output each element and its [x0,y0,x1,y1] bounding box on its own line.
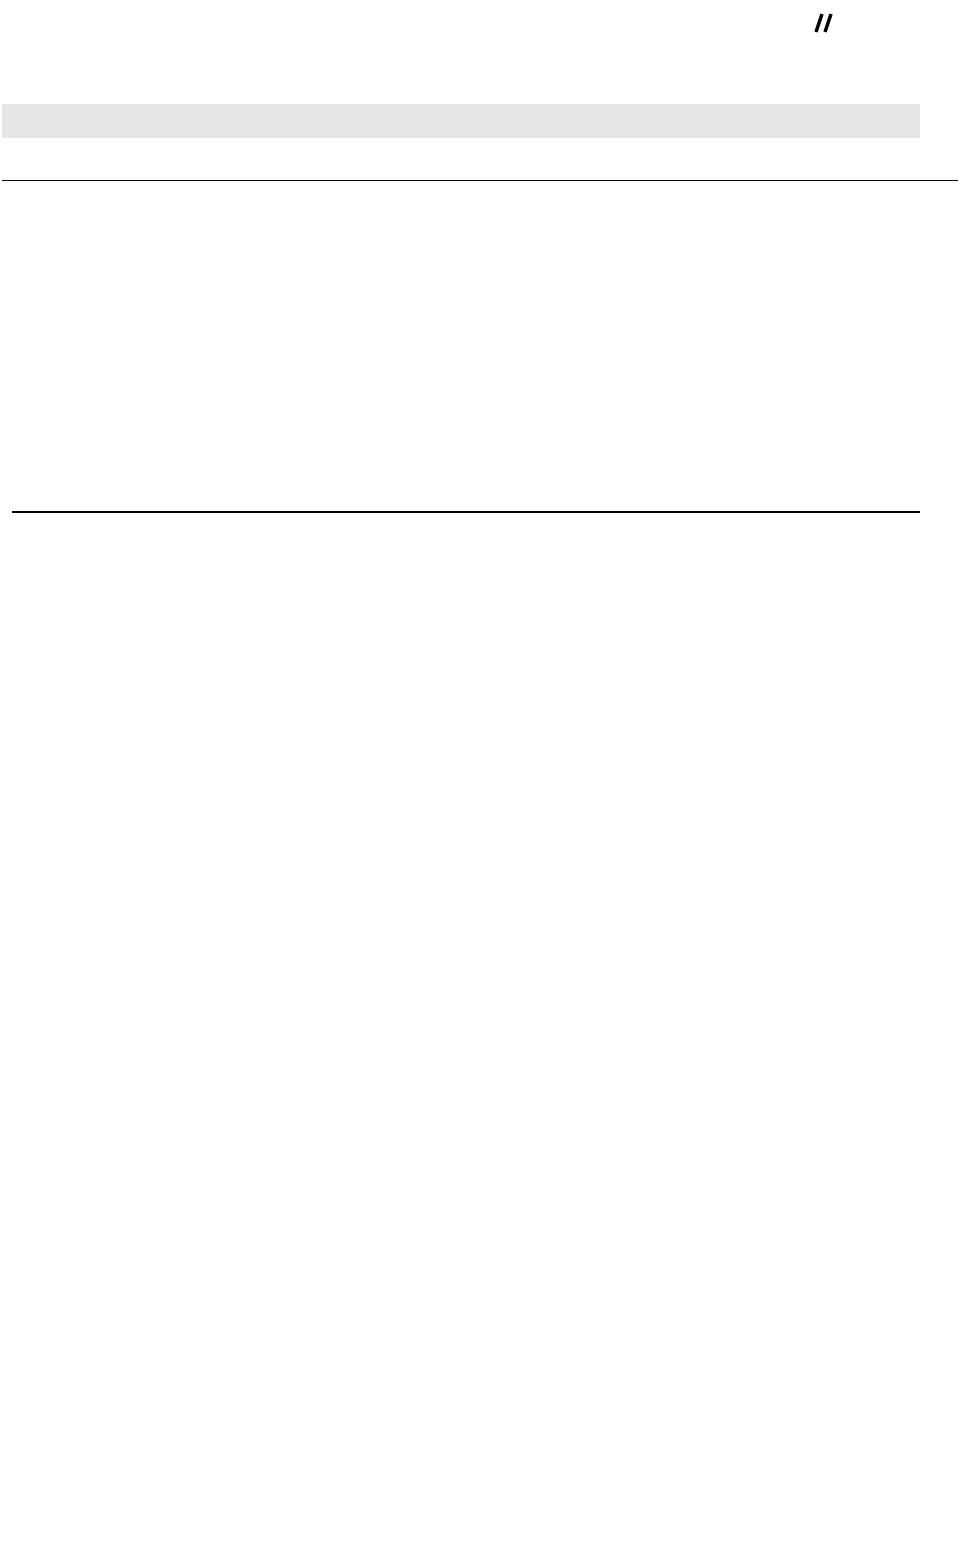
kluber-lubrication-logo [715,10,945,96]
logo-slash-marks [816,14,831,32]
product-name-bar [2,104,920,138]
section-divider [12,511,920,513]
header-divider [2,180,958,181]
